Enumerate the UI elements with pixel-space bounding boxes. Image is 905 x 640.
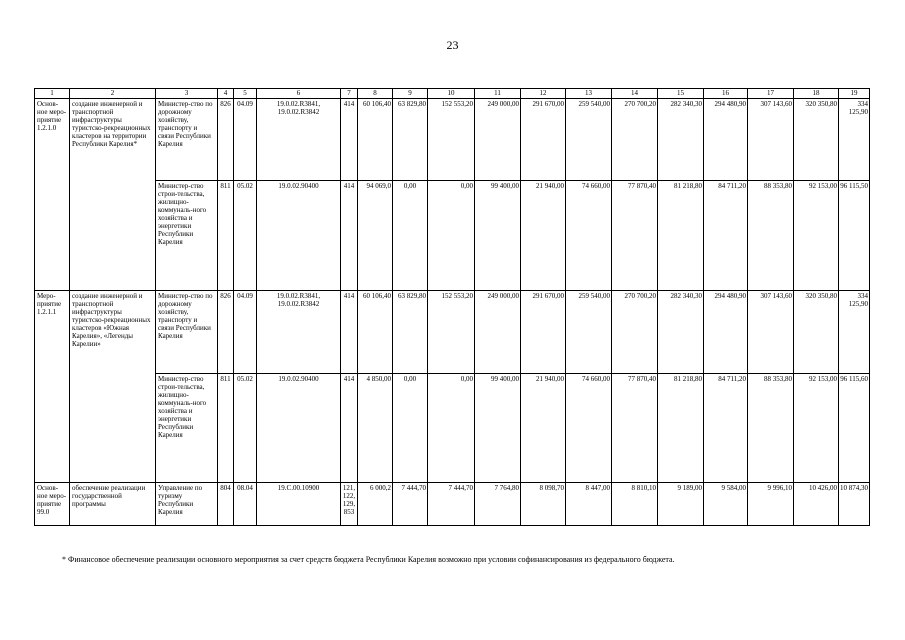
table-cell: 96 115,60 xyxy=(839,374,870,483)
footnote: * Финансовое обеспечение реализации основного мероприятия за счет средств бюджета Республики Карелия возможно при условии софинансирования из федерального бюджета. xyxy=(62,555,675,564)
table-cell: 152 553,20 xyxy=(428,291,475,374)
table-cell: 10 874,30 xyxy=(839,483,870,526)
executor: Министер-ство строи-тельства, жилищно-коммуналь-ного хозяйства и энергетики Республики Карелия xyxy=(156,181,218,291)
table-cell: 92 153,00 xyxy=(794,374,839,483)
header-row xyxy=(35,89,870,99)
column-header: 14 xyxy=(612,89,658,99)
table-cell: 05.02 xyxy=(234,181,257,291)
table-cell: 414 xyxy=(341,181,358,291)
column-header: 2 xyxy=(70,89,156,99)
table-cell: 6 000,2 xyxy=(358,483,393,526)
table-cell: 307 143,60 xyxy=(748,291,794,374)
table-cell: 19.0.02.R3841, 19.0.02.R3842 xyxy=(257,291,341,374)
table-cell: 04.09 xyxy=(234,99,257,181)
table-cell: 08.04 xyxy=(234,483,257,526)
table-cell: 19.С.00.10900 xyxy=(257,483,341,526)
activity-code: Меро-приятие 1.2.1.1 xyxy=(35,291,70,483)
table-cell: 4 850,00 xyxy=(358,374,393,483)
table-cell: 282 340,30 xyxy=(658,291,704,374)
column-header: 13 xyxy=(566,89,612,99)
table-cell: 270 700,20 xyxy=(612,291,658,374)
table-cell: 8 810,10 xyxy=(612,483,658,526)
table-row xyxy=(35,181,870,291)
table-cell: 334 125,90 xyxy=(839,291,870,374)
table-cell: 826 xyxy=(218,291,234,374)
column-header: 11 xyxy=(475,89,521,99)
table-cell: 10 426,00 xyxy=(794,483,839,526)
column-header: 15 xyxy=(658,89,704,99)
table-cell: 74 660,00 xyxy=(566,374,612,483)
table-cell: 811 xyxy=(218,374,234,483)
table-cell: 0,00 xyxy=(428,181,475,291)
table-cell: 9 189,00 xyxy=(658,483,704,526)
column-header: 19 xyxy=(839,89,870,99)
executor: Министер-ство строи-тельства, жилищно-коммуналь-ного хозяйства и энергетики Республики Карелия xyxy=(156,374,218,483)
table-cell: 414 xyxy=(341,99,358,181)
table-cell: 19.0.02.R3841, 19.0.02.R3842 xyxy=(257,99,341,181)
activity-code: Основ-ное меро-приятие 1.2.1.0 xyxy=(35,99,70,291)
page-number: 23 xyxy=(446,38,459,52)
table-cell: 7 444,70 xyxy=(393,483,428,526)
table-cell: 826 xyxy=(218,99,234,181)
table-cell: 81 218,80 xyxy=(658,181,704,291)
table-cell: 0,00 xyxy=(393,374,428,483)
table-cell: 04.09 xyxy=(234,291,257,374)
column-header: 6 xyxy=(257,89,341,99)
table-cell: 60 106,40 xyxy=(358,99,393,181)
column-header: 4 xyxy=(218,89,234,99)
column-header: 5 xyxy=(234,89,257,99)
table-cell: 77 870,40 xyxy=(612,181,658,291)
table-row xyxy=(35,374,870,483)
table-cell: 9 996,10 xyxy=(748,483,794,526)
table-cell: 7 444,70 xyxy=(428,483,475,526)
table-row xyxy=(35,483,870,526)
executor: Министер-ство по дорожному хозяйству, транспорту и связи Республики Карелия xyxy=(156,291,218,374)
table-cell: 320 350,80 xyxy=(794,291,839,374)
table-cell: 77 870,40 xyxy=(612,374,658,483)
table-cell: 19.0.02.90400 xyxy=(257,181,341,291)
budget-table xyxy=(34,88,870,526)
table-cell: 99 400,00 xyxy=(475,374,521,483)
table-cell: 259 540,00 xyxy=(566,291,612,374)
table-cell: 804 xyxy=(218,483,234,526)
table-row xyxy=(35,291,870,374)
table-cell: 8 447,00 xyxy=(566,483,612,526)
table-row xyxy=(35,99,870,181)
activity-name: создание инженерной и транспортной инфраструктуры туристско-рекреационных кластеров на территории Республики Карелия* xyxy=(70,99,156,291)
column-header: 18 xyxy=(794,89,839,99)
table-cell: 7 764,80 xyxy=(475,483,521,526)
table-cell: 88 353,80 xyxy=(748,374,794,483)
table-cell: 0,00 xyxy=(393,181,428,291)
table-cell: 94 069,0 xyxy=(358,181,393,291)
table-cell: 21 940,00 xyxy=(521,374,566,483)
table-cell: 63 829,80 xyxy=(393,291,428,374)
column-header: 8 xyxy=(358,89,393,99)
executor: Управление по туризму Республики Карелия xyxy=(156,483,218,526)
activity-name: обеспечение реализации государственной программы xyxy=(70,483,156,526)
table-cell: 84 711,20 xyxy=(704,374,748,483)
table-cell: 291 670,00 xyxy=(521,291,566,374)
table-cell: 74 660,00 xyxy=(566,181,612,291)
column-header: 9 xyxy=(393,89,428,99)
table-cell: 0,00 xyxy=(428,374,475,483)
table-cell: 88 353,80 xyxy=(748,181,794,291)
column-header: 12 xyxy=(521,89,566,99)
table-cell: 19.0.02.90400 xyxy=(257,374,341,483)
column-header: 3 xyxy=(156,89,218,99)
table-cell: 307 143,60 xyxy=(748,99,794,181)
table-cell: 121, 122, 129, 853 xyxy=(341,483,358,526)
activity-name: создание инженерной и транспортной инфраструктуры туристско-рекреационных кластеров «Южная Карелия», «Легенды Карелии» xyxy=(70,291,156,483)
table-cell: 294 480,90 xyxy=(704,291,748,374)
table-cell: 320 350,80 xyxy=(794,99,839,181)
table-cell: 294 480,90 xyxy=(704,99,748,181)
table-cell: 249 000,00 xyxy=(475,99,521,181)
table-cell: 92 153,00 xyxy=(794,181,839,291)
table-cell: 249 000,00 xyxy=(475,291,521,374)
column-header: 16 xyxy=(704,89,748,99)
table-cell: 270 700,20 xyxy=(612,99,658,181)
table-cell: 334 125,90 xyxy=(839,99,870,181)
table-cell: 63 829,80 xyxy=(393,99,428,181)
table-cell: 811 xyxy=(218,181,234,291)
executor: Министер-ство по дорожному хозяйству, транспорту и связи Республики Карелия xyxy=(156,99,218,181)
table-cell: 84 711,20 xyxy=(704,181,748,291)
table-cell: 414 xyxy=(341,291,358,374)
table-cell: 259 540,00 xyxy=(566,99,612,181)
column-header: 17 xyxy=(748,89,794,99)
table-cell: 152 553,20 xyxy=(428,99,475,181)
table-cell: 282 340,30 xyxy=(658,99,704,181)
table-cell: 8 098,70 xyxy=(521,483,566,526)
table-cell: 99 400,00 xyxy=(475,181,521,291)
column-header: 10 xyxy=(428,89,475,99)
table-cell: 05.02 xyxy=(234,374,257,483)
table-cell: 9 584,00 xyxy=(704,483,748,526)
table-cell: 81 218,80 xyxy=(658,374,704,483)
column-header: 1 xyxy=(35,89,70,99)
table-cell: 96 115,50 xyxy=(839,181,870,291)
table-cell: 414 xyxy=(341,374,358,483)
column-header: 7 xyxy=(341,89,358,99)
table-cell: 291 670,00 xyxy=(521,99,566,181)
table-cell: 60 106,40 xyxy=(358,291,393,374)
table-cell: 21 940,00 xyxy=(521,181,566,291)
activity-code: Основ-ное меро-приятие 99.0 xyxy=(35,483,70,526)
